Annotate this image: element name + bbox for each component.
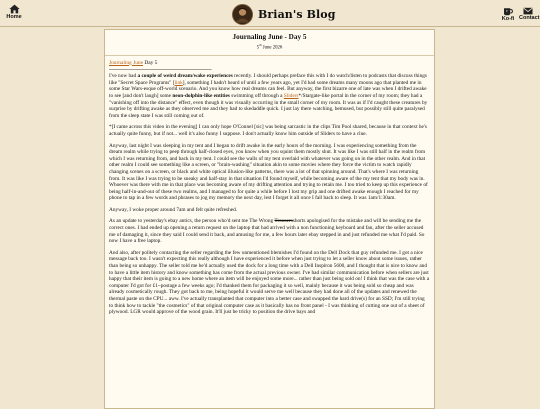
date-suffix: th <box>259 43 262 47</box>
p5-text-b: shorts apologised for the mistake and will be sending me the correct ones. I had ended up opening a return request on the laptop that had arrived with a non functioning keyboard and fan, after the seller accused me of damaging it, since they said I could send it back, and amusing for me, a few hours later ebay stepped in and just refunded me what I'd paid. So now I have a free laptop. <box>109 218 425 245</box>
series-day: Day 5 <box>143 59 158 66</box>
date-month-year: June 2026 <box>261 45 283 51</box>
series-link[interactable]: Journaling June <box>109 59 143 66</box>
kofi-label: Ko-fi <box>501 16 515 22</box>
blog-title: Brian's Blog <box>258 7 336 21</box>
p1-text-a: I've now had <box>109 73 138 80</box>
coffee-cup-icon <box>503 7 513 16</box>
contact-nav-button[interactable] <box>519 7 540 22</box>
top-navigation-bar <box>0 0 540 26</box>
brand[interactable] <box>232 3 336 25</box>
p1-text-e: */Stargate-like portal in the corner of my room; they had a "vanishing off into the distance" effect, even though it was visually occurring in the small corner of my room. It was as if I'd caught these creatures by surprise by drifting awake as they observed me and they had to skedaddle quick. I just lay there watching, bemused, but possibly still quite paralysed from the sleep state I was still coming out of. <box>109 92 428 119</box>
paragraph-dell-dock: And also, after politely contacting the seller regarding the few unmentioned blemishes I'd found on the Dell Dock that guy refunded me. I got a nice message back too. I wasn't expecting this really although I have experienced it before when just trying to let a seller know about some issues, rather than being so unhappy. The seller told me he'd actually used the dock for a long time with a Dell Inspiron 5600, and I thought that is nice to know and to have a little item history and know something has come from the actual previous owner. I've had similar communication before when sellers are just happy that their item is going to a new home where an item will be enjoyed some more... rather than just being sold on! I think that was the case with a computer I'd got for £1~postage a few weeks ago; I'd thanked them for packaging it so well, mainly because it was being sold so cheap and was already cosmetically rough. They got back to me, being hopeful it would serve me well because they had done all of the updates and renewed the thermal paste on the CPU... aww. I've actually transplanted that computer into a better case and swapped the hard drive(s) for an SSD; I'm still trying to think how to tackle "the cosmetics" of that original computer case as it basically has no front panel - I was thinking of cutting one out of a sheet of plywood. LGR would approve of the wood grain. It'll just be tricky to position the drive bays and <box>109 249 430 316</box>
contact-label: Contact <box>519 15 540 21</box>
dash-separator: ------------------------------------------------------------------------------- <box>109 66 212 73</box>
header-divider <box>0 26 540 27</box>
series-breadcrumb <box>109 60 430 67</box>
article-card <box>104 29 435 409</box>
p1-text-d: swimming off through a <box>229 92 284 99</box>
p5-strikethrough: Trousers <box>274 218 293 225</box>
article-title: Journaling June - Day 5 <box>232 33 307 41</box>
envelope-icon <box>523 7 533 15</box>
paragraph-woke: Anyway, I woke proper around 7am and felt quite refreshed. <box>109 206 238 213</box>
kofi-nav-button[interactable] <box>500 7 516 23</box>
paragraph-dreams <box>109 73 430 119</box>
sliders-link[interactable]: Sliders <box>283 92 299 99</box>
p1-text-c: ], something I hadn't heard of until a few years ago, yet I'd had some dreams many moons ago that planted me in some Star Wars-esque off-world scenario. And you know how real dreams can feel. But anyway, the first bizarre one of late was when I drifted awake to see [and don't laugh] some <box>109 79 427 99</box>
p1-text-b: recently. I should perhaps preface this with I do watch/listen to podcasts that discuss things like "Secret Space Programs" [ <box>109 73 427 86</box>
paragraph-footnote: *[I came across this video in the evening] I can only hope O'Connel [sic] was being sarcastic in the clips Tim Pool shared, because in that context he's actually quite funny, but if not... well it's also funny I suppose. I don't actually know him outside of Sliders to have a clue. <box>109 124 427 137</box>
date-day: 5 <box>256 45 260 51</box>
blog-logo <box>232 4 253 25</box>
title-divider <box>105 55 434 56</box>
home-label: Home <box>6 14 22 20</box>
p1-bold-a: a couple of weird dream/wake experiences <box>137 73 233 80</box>
home-icon <box>9 4 20 14</box>
secret-space-link[interactable]: link <box>174 79 183 86</box>
article-date <box>109 42 430 52</box>
paragraph-ebay-update <box>109 218 430 244</box>
paragraph-tent-dream: Anyway, last night I was sleeping in my tent and I began to drift awake in the early hours of the morning. I was experiencing something from the dream realm while trying to peep through half-closed eyes, you know when you squint them mostly shut. It was like I was still half in the realm from which I was returning from, and back in my tent. I could see the walls of my tent overlaid with whatever was going on in the other realm. And in that other realm I could see something like a screen, or "brain-washing" situation akin to some movies where they force the victim to watch rapidly changing scenes on a screen, or black and white optical illusion-like patterns, there was a lot of that spinning around. That's where I was returning from. It was like I was trying to be sneaky and half-stay in that situation I'd found myself, while becoming aware of the my tent that my body was in. Whoever was there with me in that place was becoming aware of my drifting attention and trying to retain me. I too tried to keep up this experience of being half-in-and-out of these two realms, and I managed to for quite a while before I lost my grip and one drifted awake enough I reached for my phone to tap in a few words and phrases to jog my memory the next day, lest I forget it all once I fall back to sleep. It was 1am/1:30am. <box>109 142 428 202</box>
p5-text-a: As an update to yesterday's ebay antics, the person who'd sent me The Wrong <box>109 218 275 225</box>
p1-bold-b: neon-dolphin-like entities <box>172 92 230 99</box>
logo-portrait-icon <box>233 5 252 24</box>
home-nav-button[interactable] <box>4 4 24 21</box>
